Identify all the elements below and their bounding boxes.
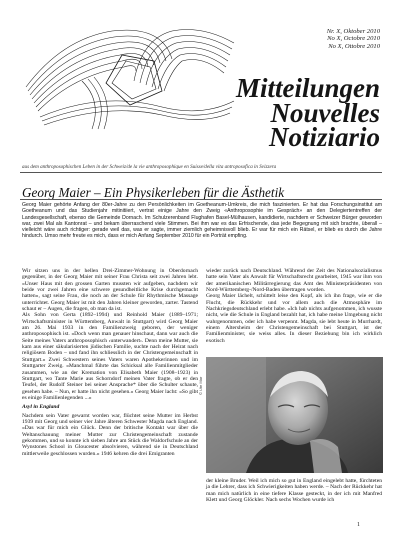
issue-line: No X, Ottobre 2010 bbox=[328, 42, 380, 50]
issue-line: No X, Octobre 2010 bbox=[327, 35, 380, 43]
paragraph: Als Sohn von Gerta (1892–1994) und Reinhold Maier (1889–1971; Wirtschaftsminister in Württemberg, Anwalt in Stuttgart) wird Georg Maier am 26. Mai 1933 in den Familienzweig geboren, der weniger anthroposophisch ist. «Doch wenn man genauer hinschaut, dann war auch die Seite meines Vaters anthroposophisch ‹unterwandert›. Denn meine Mutter, sie kam aus einer säkularisierten jüdischen Familie, suchte nach der Heirat nach religiösem Boden – und fand ihn schliesslich in der Christengemeinschaft in Stuttgart.» Zwei Schwestern seines Vaters waren Apothekerinnen und im Stuttgarter Zweig. «Manchmal führte das Schicksal alle Familienmitglieder zusammen, wie an der Kremation von Elisabeth Maier (1908–1923) in Stuttgart, wo Tante Marie aus Schorndorf meinen Vater fragte, ob er den Teufel, der Rudolf Steiner bei seiner Ansprache* über die Schulter schaute, gesehen habe. – Nun, er hatte ihn nicht gesehen.» Georg Maier lacht: «So gibt es einige Familienlegenden ...» bbox=[22, 312, 198, 401]
paragraph: Nachdem sein Vater gewarnt worden war, flüchtet seine Mutter im Herbst 1939 mit Georg und seiner vier Jahre älteren Schwester Magda nach England. «Das war für mich ein Glück. Denn der britische Kontakt war über die Weltanschauung meiner Mutter zur Christengemeinschaft zustande gekommen, und so konnte ich sieben Jahre am Stück die Waldorfschule an der Wynstones School in Gloucester absolvieren, während sie in Deutschland mittlerweile geschlossen wurden.» 1946 kehren die drei Emigranten bbox=[22, 412, 198, 457]
paragraph: wieder zurück nach Deutschland. Während der Zeit des Nationalsozialismus hatte sein Vater als Anwalt für Wirtschaftsrecht gearbeitet, 1945 war ihm von der amerikanischen Militärregierung das Amt des Ministerpräsidenten von Nord-Württemberg-/Nord-Baden übertragen worden. bbox=[206, 268, 382, 294]
masthead-title: Mitteilungen bbox=[235, 73, 380, 103]
portrait-photo bbox=[206, 357, 383, 473]
divider bbox=[20, 199, 382, 200]
photo-credit: © Ute Mar bbox=[198, 376, 203, 395]
paragraph: Wir sitzen uns in der hellen Drei-Zimmer-Wohnung in Oberdornach gegenüber, in der Georg Maier mit seiner Frau Christa seit zwei Jahren lebt. «Unser Haus mit den grossen Garten mussten wir aufgeben, nachdem wir beide vor zwei Jahren eine schwere gesundheitliche Krise durchgemacht hatten», sagt seine Frau, die noch an der Schule für Rhythmische Massage unterrichtet. Georg Maier ist mit den Jahren kleiner geworden, zarter. Tastend schaut er – Augen, die fragen, ob man da ist. bbox=[22, 268, 198, 313]
section-subheading: Asyl in England bbox=[22, 404, 60, 411]
article-headline: Georg Maier – Ein Physikerleben für die Ästhetik bbox=[22, 185, 285, 200]
article-column-left bbox=[22, 268, 198, 457]
page-number: 1 bbox=[357, 522, 360, 528]
publication-logo bbox=[22, 21, 236, 131]
article-lead: Georg Maier gehörte Anfang der 80er-Jahre zu den Persönlichkeiten im Goetheanum-Umkreis, die mich faszinierten. Er hat das Forschungsinstitut am Goetheanum und das Studienjahr mitinitiiert, vertrat einige Jahre den Zweig «Anthroposophie im Gespräch» an den Delegiertentreffen der Landesgesellschaft, ebenso die Gemeinde Dornach. Im Schulzerenband Flughafen Basel-Mülhausen, kandidierte, nachdem er Schweizer Bürger geworden war, zwei Mal als Kantonrat – und bekam überraschend viele Stimmen. Bei ihm war es das Erfrischende, das jede Begegnung mit sich brachte, überall – vielleicht wäre auch richtiger: gerade weil das, was er sagte, immer ziemlich geheimnisvoll blieb. Er war für mich ein Rätsel, er blieb es durch die Jahre hindurch. Umso mehr freute es mich, dass er mich Anfang September 2010 für ein Porträt empfing. bbox=[22, 202, 382, 240]
article-column-right bbox=[206, 268, 382, 344]
article-continuation: der kleine Bruder. Weil ich mich so gut in England eingelebt hatte, fürchteten ja die Lehrer, dass ich Schwierigkeiten haben werde. – Nach der Rückkehr hat man mich natürlich in eine tiefere Klasse gesteckt, in der ich mit Manfred Klett und Georg Glöckler. Nach sechs Wochen wurde ich bbox=[206, 478, 382, 504]
masthead-title: Notiziario bbox=[268, 122, 380, 152]
paragraph: Georg Maier lächelt, schüttelt leise den Kopf, als ich ihn frage, wie er die Flucht, die Rückkehr und vor allem auch die Atmosphäre im Nachkriegsdeutschland erlebt habe. «Ich hab nichts aufgenommen, ich wusste nicht, wie die Schule in England bezahlt hat, ich habe meine Umgebung nicht wahrgenommen, oder ich habe verpennt. Magda, sie lebt heute in Murrhardt, einem Altersheim der Christengemeinschaft bei Stuttgart, ist der Familienminister, sie weiss alles. In dieser Beziehung bin ich wirklich exotisch bbox=[206, 293, 382, 344]
issue-line: Nr. X, Oktober 2010 bbox=[326, 28, 380, 35]
issue-info bbox=[327, 28, 380, 50]
masthead-subtitle: aus dem anthroposophischen Leben in der Schweiz/de la vie anthroposophique en Suisse/della vita antroposofica in Svizzera bbox=[22, 164, 277, 170]
masthead-title: Nouvelles bbox=[270, 97, 380, 128]
masthead bbox=[235, 73, 380, 152]
divider bbox=[20, 172, 382, 173]
